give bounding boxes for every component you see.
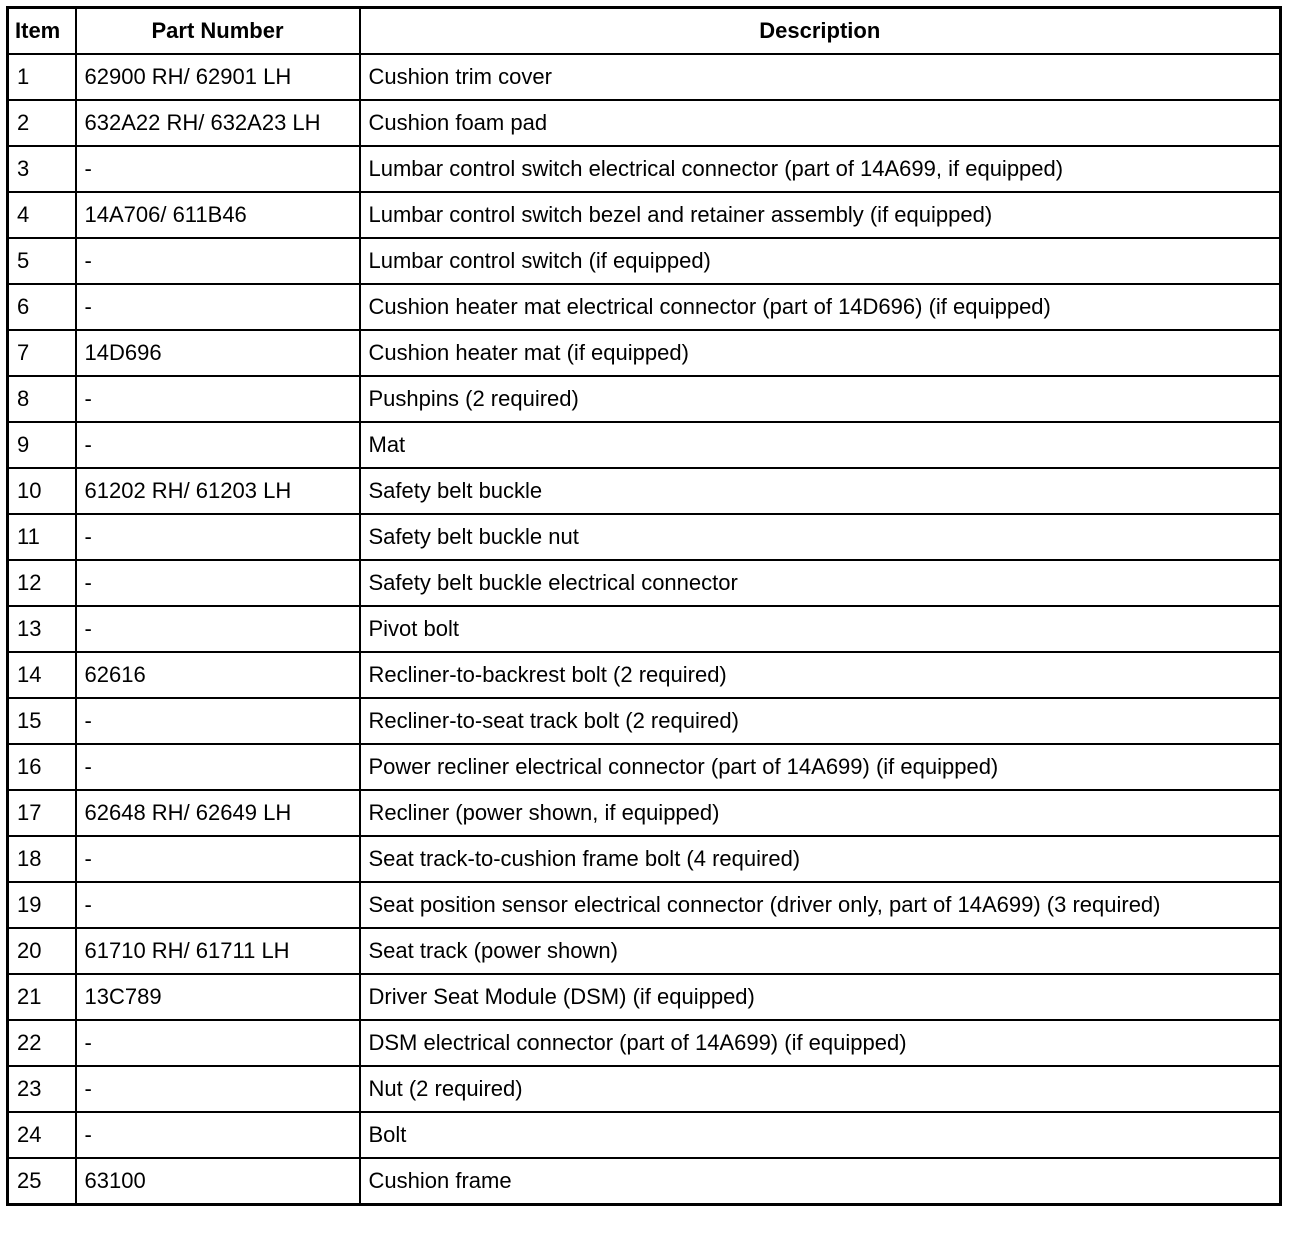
cell-part-number: 62648 RH/ 62649 LH <box>76 790 360 836</box>
cell-description: Seat track-to-cushion frame bolt (4 required) <box>360 836 1281 882</box>
table-row <box>8 606 1281 652</box>
cell-item: 1 <box>8 54 76 100</box>
cell-part-number: - <box>76 744 360 790</box>
cell-part-number: 62900 RH/ 62901 LH <box>76 54 360 100</box>
table-row <box>8 146 1281 192</box>
cell-part-number: - <box>76 606 360 652</box>
table-row <box>8 1066 1281 1112</box>
cell-item: 20 <box>8 928 76 974</box>
cell-description: DSM electrical connector (part of 14A699) (if equipped) <box>360 1020 1281 1066</box>
cell-description: Mat <box>360 422 1281 468</box>
cell-part-number: - <box>76 698 360 744</box>
cell-part-number: 62616 <box>76 652 360 698</box>
cell-item: 2 <box>8 100 76 146</box>
table-row <box>8 238 1281 284</box>
cell-part-number: 632A22 RH/ 632A23 LH <box>76 100 360 146</box>
cell-part-number: 61202 RH/ 61203 LH <box>76 468 360 514</box>
cell-item: 9 <box>8 422 76 468</box>
cell-description: Nut (2 required) <box>360 1066 1281 1112</box>
table-row <box>8 284 1281 330</box>
table-row <box>8 698 1281 744</box>
cell-description: Cushion heater mat (if equipped) <box>360 330 1281 376</box>
table-row <box>8 422 1281 468</box>
table-row <box>8 790 1281 836</box>
table-row <box>8 376 1281 422</box>
table-row <box>8 560 1281 606</box>
cell-part-number: - <box>76 882 360 928</box>
cell-item: 4 <box>8 192 76 238</box>
header-description: Description <box>360 8 1281 55</box>
cell-description: Power recliner electrical connector (part of 14A699) (if equipped) <box>360 744 1281 790</box>
table-row <box>8 744 1281 790</box>
table-row <box>8 1020 1281 1066</box>
cell-part-number: - <box>76 514 360 560</box>
table-row <box>8 974 1281 1020</box>
cell-item: 15 <box>8 698 76 744</box>
cell-description: Safety belt buckle nut <box>360 514 1281 560</box>
cell-description: Lumbar control switch (if equipped) <box>360 238 1281 284</box>
table-row <box>8 836 1281 882</box>
cell-item: 21 <box>8 974 76 1020</box>
cell-part-number: 13C789 <box>76 974 360 1020</box>
cell-description: Safety belt buckle electrical connector <box>360 560 1281 606</box>
cell-part-number: - <box>76 560 360 606</box>
table-row <box>8 928 1281 974</box>
table-row <box>8 514 1281 560</box>
cell-part-number: - <box>76 284 360 330</box>
table-row <box>8 330 1281 376</box>
cell-description: Pivot bolt <box>360 606 1281 652</box>
cell-description: Safety belt buckle <box>360 468 1281 514</box>
cell-part-number: - <box>76 422 360 468</box>
header-item: Item <box>8 8 76 55</box>
cell-description: Bolt <box>360 1112 1281 1158</box>
cell-description: Lumbar control switch electrical connector (part of 14A699, if equipped) <box>360 146 1281 192</box>
cell-item: 12 <box>8 560 76 606</box>
cell-part-number: - <box>76 1020 360 1066</box>
cell-description: Lumbar control switch bezel and retainer assembly (if equipped) <box>360 192 1281 238</box>
cell-part-number: 61710 RH/ 61711 LH <box>76 928 360 974</box>
cell-item: 14 <box>8 652 76 698</box>
table-row <box>8 192 1281 238</box>
cell-item: 16 <box>8 744 76 790</box>
cell-item: 6 <box>8 284 76 330</box>
cell-description: Recliner (power shown, if equipped) <box>360 790 1281 836</box>
table-row <box>8 54 1281 100</box>
cell-item: 17 <box>8 790 76 836</box>
cell-description: Seat position sensor electrical connector (driver only, part of 14A699) (3 required) <box>360 882 1281 928</box>
cell-item: 13 <box>8 606 76 652</box>
cell-item: 8 <box>8 376 76 422</box>
cell-description: Driver Seat Module (DSM) (if equipped) <box>360 974 1281 1020</box>
table-row <box>8 100 1281 146</box>
table-row <box>8 1158 1281 1205</box>
cell-item: 19 <box>8 882 76 928</box>
cell-part-number: 63100 <box>76 1158 360 1205</box>
cell-item: 7 <box>8 330 76 376</box>
cell-item: 24 <box>8 1112 76 1158</box>
table-row <box>8 652 1281 698</box>
header-part-number: Part Number <box>76 8 360 55</box>
cell-part-number: 14D696 <box>76 330 360 376</box>
cell-item: 3 <box>8 146 76 192</box>
cell-description: Pushpins (2 required) <box>360 376 1281 422</box>
cell-item: 5 <box>8 238 76 284</box>
cell-item: 18 <box>8 836 76 882</box>
cell-item: 22 <box>8 1020 76 1066</box>
cell-item: 23 <box>8 1066 76 1112</box>
cell-item: 11 <box>8 514 76 560</box>
cell-description: Seat track (power shown) <box>360 928 1281 974</box>
cell-description: Recliner-to-backrest bolt (2 required) <box>360 652 1281 698</box>
table-row <box>8 468 1281 514</box>
cell-part-number: - <box>76 1066 360 1112</box>
cell-description: Cushion heater mat electrical connector (part of 14D696) (if equipped) <box>360 284 1281 330</box>
cell-description: Cushion foam pad <box>360 100 1281 146</box>
cell-description: Recliner-to-seat track bolt (2 required) <box>360 698 1281 744</box>
parts-table <box>6 6 1282 1206</box>
cell-part-number: - <box>76 1112 360 1158</box>
cell-part-number: - <box>76 238 360 284</box>
cell-description: Cushion frame <box>360 1158 1281 1205</box>
header-row <box>8 8 1281 55</box>
cell-description: Cushion trim cover <box>360 54 1281 100</box>
cell-part-number: - <box>76 836 360 882</box>
cell-item: 25 <box>8 1158 76 1205</box>
cell-part-number: - <box>76 376 360 422</box>
cell-part-number: 14A706/ 611B46 <box>76 192 360 238</box>
table-row <box>8 882 1281 928</box>
table-row <box>8 1112 1281 1158</box>
cell-item: 10 <box>8 468 76 514</box>
table-body <box>8 54 1281 1205</box>
cell-part-number: - <box>76 146 360 192</box>
table-header <box>8 8 1281 55</box>
